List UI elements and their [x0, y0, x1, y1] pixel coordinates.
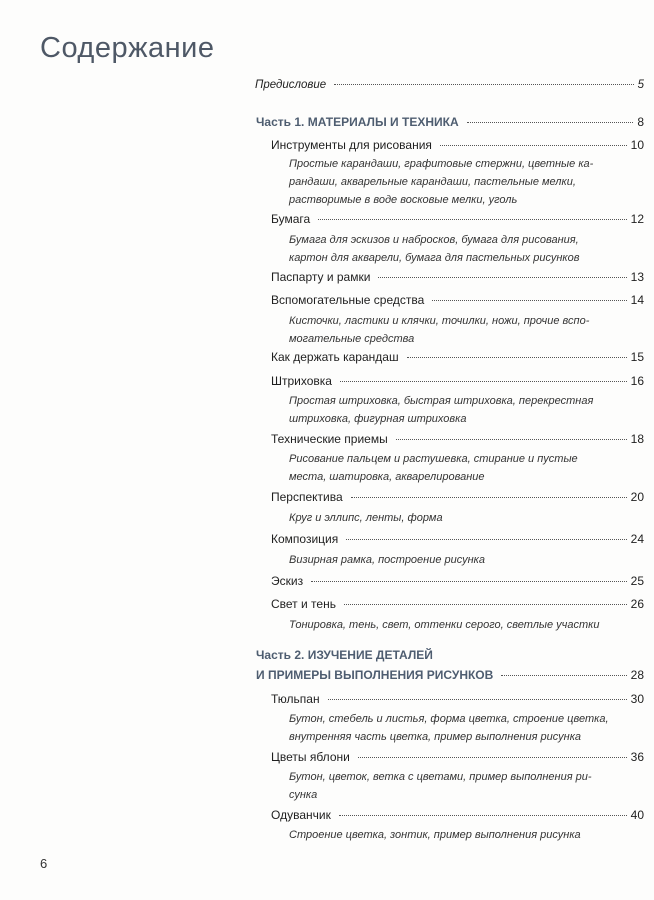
- dot-leader: [346, 539, 626, 540]
- dot-leader: [328, 699, 627, 700]
- toc-section-label: Бумага: [271, 212, 311, 226]
- description-line: сунка: [289, 789, 318, 801]
- toc-section-label: Инструменты для рисования: [271, 138, 432, 152]
- description-line: Бумага для эскизов и набросков, бумага для рисования,: [289, 234, 579, 246]
- toc-section-label: Как держать карандаш: [271, 350, 399, 364]
- toc-section-page: 20: [630, 490, 644, 504]
- toc-section: [271, 212, 644, 226]
- toc-section-page: 25: [630, 574, 644, 588]
- dot-leader: [358, 757, 627, 758]
- description-line: Круг и эллипс, ленты, форма: [289, 512, 443, 524]
- description-line: могательные средства: [289, 333, 415, 345]
- toc-section-label: Свет и тень: [271, 597, 336, 611]
- toc-section-page: 13: [630, 270, 644, 284]
- toc-part-2-label-line1: Часть 2. ИЗУЧЕНИЕ ДЕТАЛЕЙ: [256, 648, 433, 662]
- toc-section-label: Цветы яблони: [271, 750, 350, 764]
- description-line: места, шатировка, акварелирование: [289, 471, 485, 483]
- toc-section-page: 15: [630, 350, 644, 364]
- toc-entry-preface: [255, 79, 644, 91]
- toc-section-label: Технические приемы: [271, 432, 388, 446]
- toc-section-label: Тюльпан: [271, 692, 320, 706]
- toc-section-page: 18: [630, 432, 644, 446]
- toc-section-description: [289, 450, 614, 486]
- description-line: Простые карандаши, графитовые стержни, цветные ка-: [289, 158, 594, 170]
- description-line: Тонировка, тень, свет, оттенки серого, светлые участки: [289, 619, 600, 631]
- dot-leader: [318, 219, 626, 220]
- description-line: Рисование пальцем и растушевка, стирание и пустые: [289, 453, 578, 465]
- toc-part-page: 8: [637, 115, 644, 129]
- dot-leader: [501, 675, 626, 676]
- toc-section: [271, 532, 644, 546]
- toc-section: [271, 692, 644, 706]
- dot-leader: [432, 300, 626, 301]
- toc-section-description: [289, 155, 614, 209]
- toc-part-1: [256, 115, 644, 129]
- toc-section: [271, 350, 644, 364]
- dot-leader: [378, 277, 626, 278]
- toc-section: [271, 138, 644, 152]
- toc-section-page: 30: [630, 692, 644, 706]
- description-line: внутренняя часть цветка, пример выполнения рисунка: [289, 731, 582, 743]
- toc-section-description: [289, 710, 614, 746]
- dot-leader: [339, 815, 627, 816]
- toc-section: [271, 808, 644, 822]
- toc-part-page: 28: [630, 668, 644, 682]
- toc-section-description: [289, 768, 614, 804]
- toc-part-label: И ПРИМЕРЫ ВЫПОЛНЕНИЯ РИСУНКОВ: [256, 668, 494, 682]
- description-line: картон для акварели, бумага для пастельных рисунков: [289, 252, 580, 264]
- page-number: 6: [40, 856, 48, 871]
- dot-leader: [340, 381, 627, 382]
- description-line: Бутон, стебель и листья, форма цветка, строение цветка,: [289, 713, 609, 725]
- toc-section: [271, 490, 644, 504]
- toc-part-2: [256, 668, 644, 682]
- toc-section-label: Композиция: [271, 532, 339, 546]
- toc-section-page: 12: [630, 212, 644, 226]
- dot-leader: [334, 84, 633, 85]
- toc-section-label: Паспарту и рамки: [271, 270, 371, 284]
- toc-section: [271, 293, 644, 307]
- toc-section-label: Штриховка: [271, 374, 332, 388]
- dot-leader: [344, 604, 627, 605]
- toc-section-description: [289, 509, 614, 527]
- toc-section-page: 10: [630, 138, 644, 152]
- toc-section-description: [289, 826, 614, 844]
- toc-section-label: Одуванчик: [271, 808, 331, 822]
- dot-leader: [467, 122, 634, 123]
- toc-section-page: 40: [630, 808, 644, 822]
- dot-leader: [440, 145, 627, 146]
- toc-section: [271, 270, 644, 284]
- toc-section-page: 24: [630, 532, 644, 546]
- dot-leader: [396, 439, 627, 440]
- toc-entry-page: 5: [637, 79, 644, 91]
- description-line: Строение цветка, зонтик, пример выполнения рисунка: [289, 829, 581, 841]
- toc-section: [271, 432, 644, 446]
- description-line: рандаши, акварельные карандаши, пастельные мелки,: [289, 176, 576, 188]
- toc-part-label: Часть 1. МАТЕРИАЛЫ И ТЕХНИКА: [256, 115, 459, 129]
- dot-leader: [407, 357, 627, 358]
- toc-section-description: [289, 551, 614, 569]
- toc-section-label: Перспектива: [271, 490, 343, 504]
- toc-section-label: Эскиз: [271, 574, 304, 588]
- toc-section-description: [289, 231, 614, 267]
- description-line: штриховка, фигурная штриховка: [289, 413, 467, 425]
- dot-leader: [351, 497, 627, 498]
- description-line: Кисточки, ластики и клячки, точилки, ножи, прочие вспо-: [289, 315, 590, 327]
- toc-section-page: 14: [630, 293, 644, 307]
- toc-section-page: 16: [630, 374, 644, 388]
- description-line: Бутон, цветок, ветка с цветами, пример выполнения ри-: [289, 771, 592, 783]
- toc-section-description: [289, 616, 614, 634]
- toc-section-label: Вспомогательные средства: [271, 293, 425, 307]
- page-title: Содержание: [40, 32, 215, 64]
- toc-section: [271, 750, 644, 764]
- toc-section: [271, 374, 644, 388]
- description-line: Визирная рамка, построение рисунка: [289, 554, 485, 566]
- toc-section: [271, 574, 644, 588]
- toc-section-description: [289, 312, 614, 348]
- description-line: растворимые в воде восковые мелки, уголь: [289, 194, 518, 206]
- toc-section-description: [289, 392, 614, 428]
- toc-entry-label: Предисловие: [255, 79, 327, 91]
- toc-section-page: 26: [630, 597, 644, 611]
- dot-leader: [311, 581, 627, 582]
- toc-section: [271, 597, 644, 611]
- description-line: Простая штриховка, быстрая штриховка, перекрестная: [289, 395, 594, 407]
- toc-section-page: 36: [630, 750, 644, 764]
